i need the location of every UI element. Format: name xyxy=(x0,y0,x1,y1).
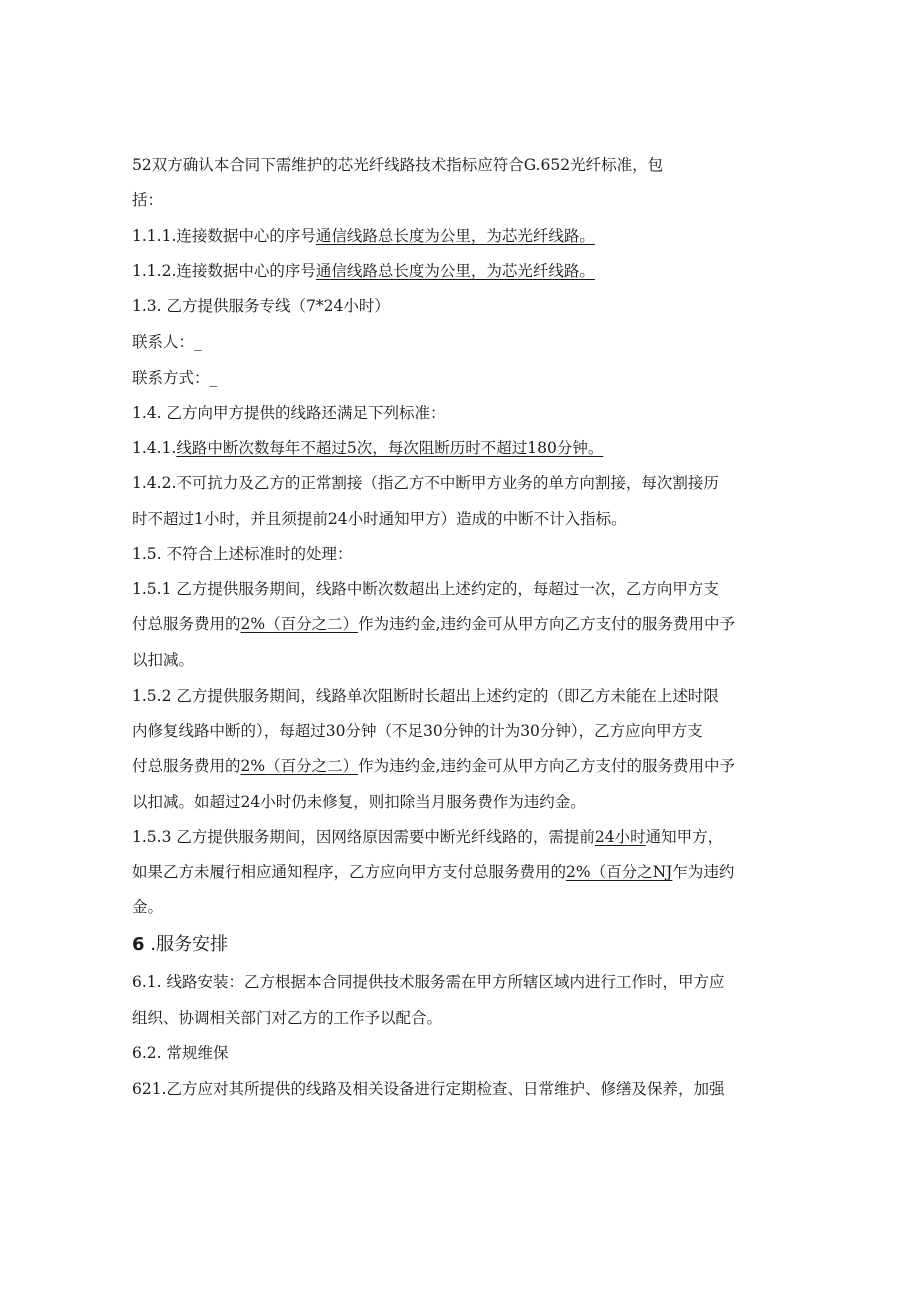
section-6-heading xyxy=(132,933,228,957)
clause-1-4-1 xyxy=(132,438,603,458)
clause-1-5-2-line-4: 以扣减。如超过24小时仍未修复，则扣除当月服务费作为违约金。 xyxy=(132,793,586,811)
clause-1-1-2 xyxy=(132,261,595,281)
clause-1-5-2-l3-pre: 付总服务费用的 xyxy=(132,757,241,775)
clause-1-5-1-l2-post: 作为违约金,违约金可从甲方向乙方支付的服务费用中予 xyxy=(358,615,736,633)
clause-1-5-3-l2-post: 乍为违约 xyxy=(672,863,735,881)
clause-1-1-1-underlined: 通信线路总长度为公里，为芯光纤线路。 xyxy=(315,227,595,245)
clause-1-5-1-l2-pre: 付总服务费用的 xyxy=(132,615,241,633)
clause-1-5-2-l3-post: 作为违约金,违约金可从甲方向乙方支付的服务费用中予 xyxy=(358,757,736,775)
clause-1-3: 1.3. 乙方提供服务专线（7*24小时） xyxy=(132,297,390,315)
clause-1-5-1-line-2 xyxy=(132,614,735,634)
section-6-title: .服务安排 xyxy=(144,934,228,955)
contact-person: 联系人：_ xyxy=(132,333,202,351)
clause-1-5-3-l1-post: 通知甲方， xyxy=(645,828,724,846)
clause-1-1-1-prefix: 1.1.1.连接数据中心的序号 xyxy=(132,227,316,245)
clause-1-5-3-l2-pre: 如果乙方未履行相应通知程序，乙方应向甲方支付总服务费用的 xyxy=(132,863,567,881)
clause-1-5-3-line-1 xyxy=(132,827,723,847)
clause-1-5-3-l1-pre: 1.5.3 乙方提供服务期间，因网络原因需要中断光纤线路的，需提前 xyxy=(132,828,595,846)
clause-1-4-2-line-2: 时不超过1小时，并且须提前24小时通知甲方）造成的中断不计入指标。 xyxy=(132,510,627,528)
clause-1-5-3-line-2 xyxy=(132,862,734,882)
clause-5-2-line-2: 括： xyxy=(132,191,164,209)
clause-6-2-1: 621.乙方应对其所提供的线路及相关设备进行定期检查、日常维护、修缮及保养，加强 xyxy=(132,1080,725,1098)
contact-method: 联系方式：_ xyxy=(132,369,218,387)
clause-1-5-2-line-3 xyxy=(132,756,735,776)
clause-6-2: 6.2. 常规维保 xyxy=(132,1044,229,1062)
clause-1-5: 1.5. 不符合上述标准时的处理： xyxy=(132,545,353,563)
clause-1-4-1-underlined: 线路中断次数每年不超过5次，每次阻断历时不超过180分钟。 xyxy=(176,439,604,457)
clause-1-5-3-l1-underlined: 24小时 xyxy=(594,828,646,846)
section-6-number: 6 xyxy=(132,934,145,955)
clause-1-5-1-line-1: 1.5.1 乙方提供服务期间，线路中断次数超出上述约定的，每超过一次，乙方向甲方支 xyxy=(132,580,719,598)
clause-1-1-2-prefix: 1.1.2.连接数据中心的序号 xyxy=(132,262,316,280)
clause-6-1-line-2: 组织、协调相关部门对乙方的工作予以配合。 xyxy=(132,1009,443,1027)
clause-1-4-2-line-1: 1.4.2.不可抗力及乙方的正常割接（指乙方不中断甲方业务的单方向割接，每次割接历 xyxy=(132,474,719,492)
clause-1-5-2-line-2: 内修复线路中断的），每超过30分钟（不足30分钟的计为30分钟），乙方应向甲方支 xyxy=(132,722,703,740)
clause-1-4: 1.4. 乙方向甲方提供的线路还满足下列标准： xyxy=(132,404,446,422)
clause-1-5-2-line-1: 1.5.2 乙方提供服务期间，线路单次阻断时长超出上述约定的（即乙方未能在上述时限 xyxy=(132,687,719,705)
clause-1-1-2-underlined: 通信线路总长度为公里，为芯光纤线路。 xyxy=(315,262,595,280)
clause-6-1-line-1: 6.1. 线路安装：乙方根据本合同提供技术服务需在甲方所辖区域内进行工作时，甲方应 xyxy=(132,973,725,991)
clause-1-5-3-line-3: 金。 xyxy=(132,898,164,916)
clause-1-1-1 xyxy=(132,226,595,246)
clause-1-4-1-prefix: 1.4.1. xyxy=(132,439,177,457)
clause-1-5-2-l3-underlined: 2%（百分之二） xyxy=(240,757,359,775)
clause-1-5-1-l2-underlined: 2%（百分之二） xyxy=(240,615,359,633)
clause-1-5-3-l2-underlined: 2%（百分之NJ xyxy=(566,863,673,881)
clause-5-2-line-1: 52双方确认本合同下需维护的芯光纤线路技术指标应符合G.652光纤标准，包 xyxy=(132,156,664,174)
clause-1-5-1-line-3: 以扣减。 xyxy=(132,651,195,669)
